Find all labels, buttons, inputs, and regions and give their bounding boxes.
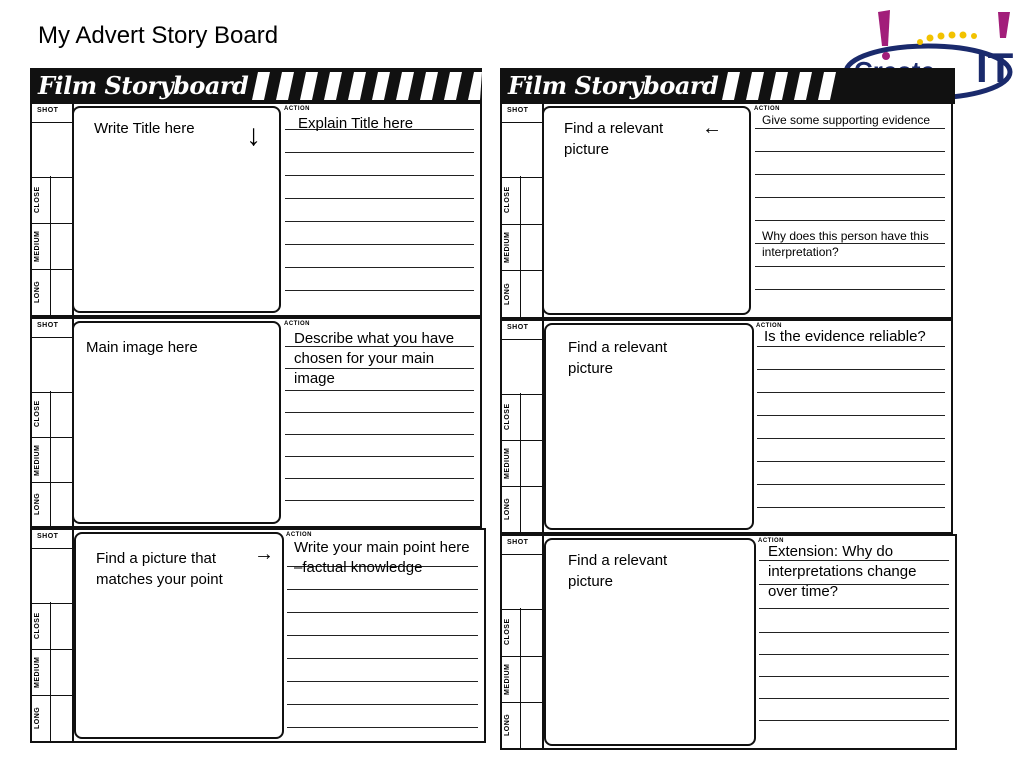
picture-frame[interactable] [544,323,754,530]
shot-type-medium: MEDIUM [32,649,72,696]
shot-number-box [502,122,542,178]
down-arrow-icon: ↓ [246,119,261,152]
shot-label: SHOT [37,322,59,329]
shot-column [502,536,544,748]
shot-type-close: CLOSE [32,602,72,650]
shot-number-box [32,337,72,393]
shot-column [32,530,74,741]
right-arrow-icon: → [254,543,274,565]
action-label: ACTION [284,106,310,112]
shot-type-long: LONG [502,702,542,748]
shot-column [32,319,74,526]
picture-frame[interactable] [72,321,281,524]
action-label: ACTION [754,106,780,112]
shot-column [32,104,74,315]
storyboard-header [500,68,955,104]
storyboard-header-title: Film Storyboard [508,71,719,100]
shot-type-close: CLOSE [502,608,542,657]
shot-type-close: CLOSE [32,176,72,224]
picture-frame[interactable] [544,538,756,746]
action-column[interactable] [754,536,955,748]
shot-type-medium: MEDIUM [502,440,542,487]
frame-instruction: Main image here [86,339,198,356]
clapper-stripes [252,68,482,104]
storyboard-header-title: Film Storyboard [38,71,249,100]
storyboard-row [30,317,482,528]
shot-type-long: LONG [32,695,72,741]
left-arrow-icon: ← [702,117,722,139]
storyboard-row [500,534,957,750]
svg-text:IT: IT [976,44,1014,91]
shot-type-long: LONG [502,270,542,317]
action-instruction-secondary: Why does this person have this interpretation? [762,229,929,259]
frame-instruction: Find a relevant picture [564,120,664,158]
shot-label: SHOT [507,107,529,114]
shot-column [502,321,544,532]
storyboard-row [500,319,953,534]
shot-column [502,104,544,317]
storyboard-row [30,528,486,743]
action-instruction: Explain Title here [298,115,414,132]
shot-type-close: CLOSE [502,176,542,225]
shot-label: SHOT [507,539,529,546]
shot-type-long: LONG [502,486,542,532]
action-label: ACTION [756,323,782,329]
action-instruction: Give some supporting evidence [762,113,931,127]
shot-type-medium: MEDIUM [502,656,542,703]
storyboard-row [30,102,482,317]
shot-type-medium: MEDIUM [32,437,72,483]
frame-instruction: Find a relevant picture [568,552,668,590]
action-column[interactable] [280,104,480,315]
action-label: ACTION [286,532,312,538]
action-instruction: Is the evidence reliable? [764,328,926,345]
shot-number-box [32,122,72,178]
action-label: ACTION [284,321,310,327]
action-instruction: Write your main point here –factual knowledge [294,539,470,576]
shot-label: SHOT [37,107,59,114]
action-column[interactable] [752,321,951,532]
picture-frame[interactable] [74,532,284,739]
action-column[interactable] [280,319,480,526]
action-instruction: Describe what you have chosen for your main image [294,330,455,387]
shot-label: SHOT [37,533,59,540]
shot-type-medium: MEDIUM [502,224,542,271]
right-storyboard [500,68,955,750]
shot-type-close: CLOSE [32,391,72,438]
frame-instruction: Write Title here [94,120,195,137]
frame-instruction: Find a picture that matches your point [96,550,223,588]
frame-instruction: Find a relevant picture [568,339,668,377]
storyboard-row [500,102,953,319]
action-column[interactable] [282,530,484,741]
shot-type-long: LONG [32,269,72,315]
action-label: ACTION [758,538,784,544]
shot-type-long: LONG [32,482,72,526]
shot-type-close: CLOSE [502,393,542,441]
shot-label: SHOT [507,324,529,331]
action-instruction: Extension: Why do interpretations change over time? [768,543,917,600]
shot-type-medium: MEDIUM [32,223,72,270]
shot-number-box [502,339,542,395]
storyboard-header [30,68,482,104]
action-column[interactable] [750,104,951,317]
page-title: My Advert Story Board [38,22,279,49]
clapper-stripes [722,68,842,104]
shot-number-box [32,548,72,604]
left-storyboard [30,68,482,743]
shot-number-box [502,554,542,610]
